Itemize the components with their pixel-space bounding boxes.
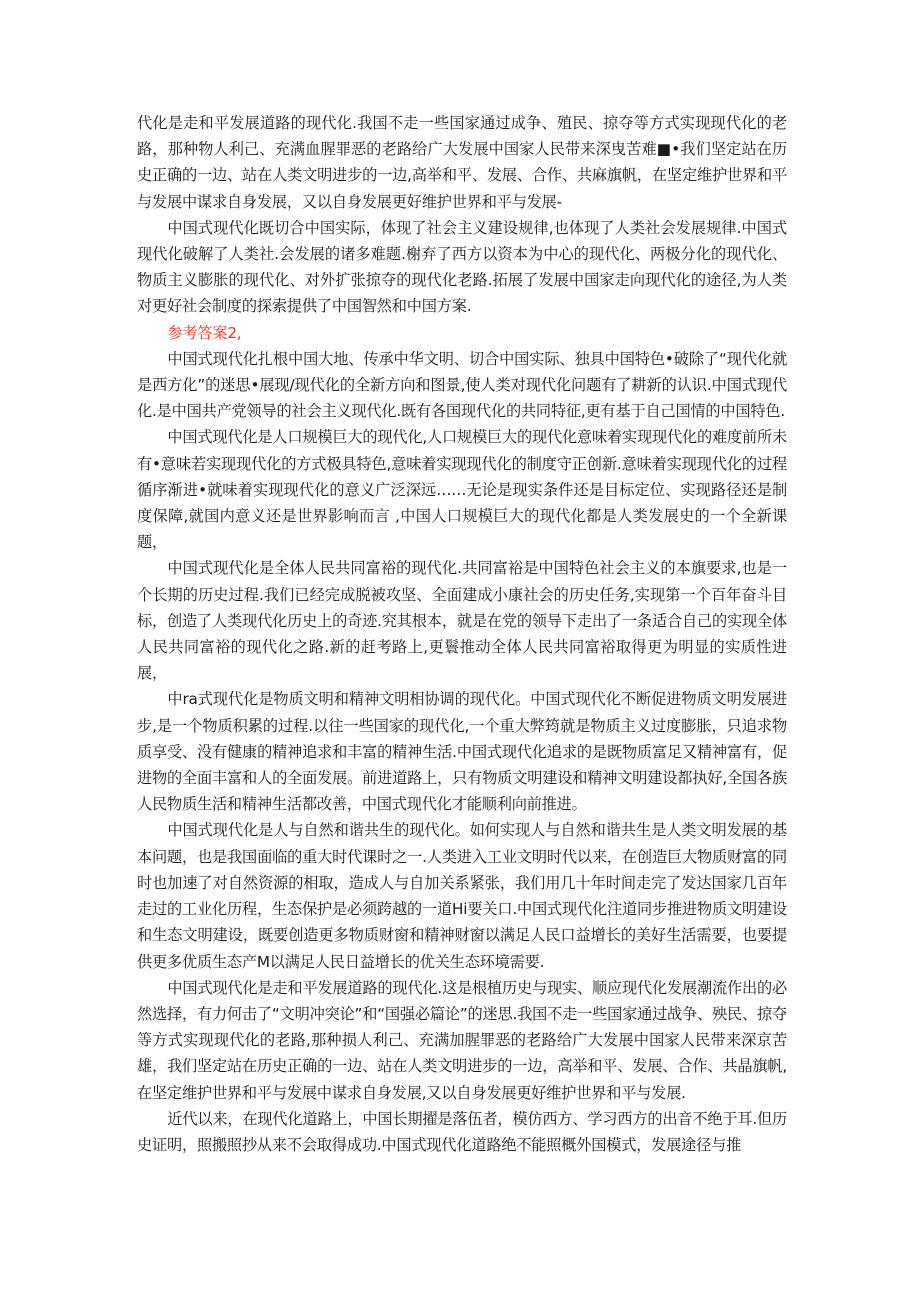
document-page <box>137 110 787 1158</box>
answer-paragraph-peaceful-development: 中国式现代化是走和平发展道路的现代化.这是根植历史与现实、顺应现代化发展潮流作出的必然选择，有力何击了“文明冲突论”和“国强必篇论”的迷思.我国不走一些国家通过战争、殃民、掠夺等方式实现现代化的老路,那种损人利己、充满加腥罪恶的老路给广大发展中国家人民带来深京苦雄，我们坚定站在历史正确的一边、站在人类文明进步的一边，高举和平、发展、合作、共晶旗帆,在坚定维护世界和平与发展中谋求自身发展,又以自身发展更好维护世界和平与发展. <box>137 978 787 1102</box>
answer-paragraph-nature-harmony: 中国式现代化是人与自然和谐共生的现代化。如何实现人与自然和谐共生是人类文明发展的基本问题，也是我国面临的重大时代课时之一.人类进入工业文明时代以来，在创造巨大物质财富的同时也加速了对自然资源的相取，造成人与自加关系紧张，我们用几十年时间走完了发达国家几百年走过的工业化历程，生态保护是必须跨越的一道Hi要关口.中国式现代化注道同步推进物质文明建设和生态文明建设，既要创造更多物质财窗和精神财窗以满足人民口益增长的美好生活需要，也要提供更多优质生态产M以满足人民日益增长的优关生态环境需要. <box>137 821 787 971</box>
paragraph-summary: 中国式现代化既切合中国实际，体现了社会主义建设规律,也体现了人类社会发展规律.中国式现代化破解了人类社.会发展的诸多难题.榭弃了西方以资本为中心的现代化、两极分化的现代化、物质主义膨胀的现代化、对外扩张掠夺的现代化老路.拓展了发展中国家走向现代化的途径,为人类对更好社会制度的探索提供了中国智然和中国方案. <box>137 218 787 316</box>
paragraph-continuation: 代化是走和平发展道路的现代化.我国不走一些国家通过成争、殖民、掠夺等方式实现现代化的老路，那种物人利己、充满血腥罪恶的老路给广大发展中国家人民带来深曳苦难■•我们坚定站在历史正确的一边、站在人类文明进步的一边,高举和平、发展、合作、共麻旗帆，在坚定维护世界和平与发展中谋求自身发展，又以自身发展更好维护世界和平与发展- <box>137 114 787 211</box>
answer-paragraph-population: 中国式现代化是人口规模巨大的现代化,人口规模巨大的现代化意味着实现现代化的难度前所未有•意味若实现现代化的方式极具特色,意味着实现现代化的制度守正创新.意味着实现现代化的过程循序渐进•就味着实现现代化的意义广泛深远……无论是现实条件还是目标定位、实现路径还是制度保障,就国内意义还是世界影响而言 ,中国人口规模巨大的现代化都是人类发展史的一个全新课题， <box>137 428 787 552</box>
answer-paragraph-intro: 中国式现代化扎根中国大地、传承中华文明、切合中国实际、独具中国特色•破除了“现代化就是西方化”的迷思•展现/现代化的全新方向和图景,使人类对现代化问题有了耕新的认识.中国式现代化.是中国共产党领导的社会主义现代化.既有各国现代化的共同特征,更有基于自己国情的中国特色. <box>137 349 787 421</box>
answer-paragraph-modern-history: 近代以来，在现代化道路上，中国长期擢是落伍者，模仿西方、学习西方的出音不绝于耳.但历史证明，照搬照抄从来不会取得成功.中国式现代化道路绝不能照概外国模式，发展途径与推 <box>137 1109 787 1154</box>
answer-heading: 参考答案2, <box>167 323 242 342</box>
answer-paragraph-material-spiritual: 中ra式现代化是物质文明和精神文明相协调的现代化。中国式现代化不断促进物质文明发展进步,是一个物质积累的过程.以往一些国家的现代化,一个重大弊筠就是物质主义过度膨胀，只追求物质享受、没有健康的精神追求和丰富的精神生活.中国式现代化追求的是既物质富足又精神富有，促进物的全面丰富和人的全面发展。前进道路上，只有物质文明建设和精神文明建设都执好,全国各族人民物质生活和精神生活都改善，中国式现代化才能顺利向前推进。 <box>137 690 787 814</box>
answer-paragraph-common-prosperity: 中国式现代化是全体人民共同富裕的现代化.共同富裕是中国特色社会主义的本旗要求,也是一个长期的历史过程.我们已经完成脱被攻坚、全面建成小康社会的历史任务,实现第一个百年奋斗目标，创造了人类现代化历史上的奇迹.究其根本，就是在党的领导下走出了一条适合自己的实现全体人民共同富裕的现代化之路.新的赶考路上,更鬟推动全体人民共同富裕取得更为明显的实质性进展， <box>137 559 787 683</box>
